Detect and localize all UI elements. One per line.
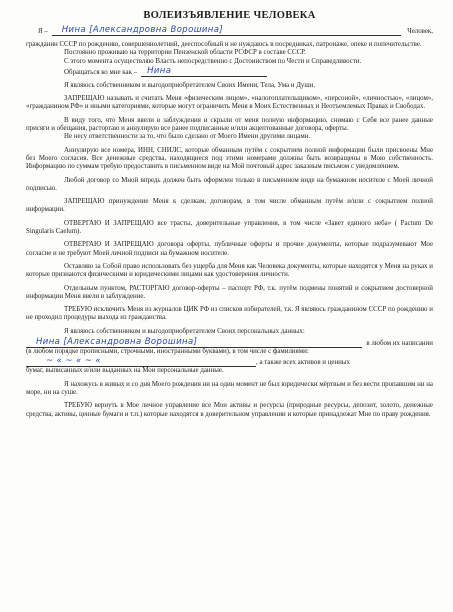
document-title: ВОЛЕИЗЪЯВЛЕНИЕ ЧЕЛОВЕКА: [143, 10, 316, 21]
paragraph-written-contracts: Любой договор со Мной впредь должен быть оформлен только в письменном виде на бумажном носителе с Моей личной подписью.: [26, 176, 433, 192]
declarant-suffix: Человек,: [407, 28, 433, 35]
paragraph-passport: Отдельным пунктом, РАСТОРГАЮ договор-оферты – паспорт РФ, т.к. путём подмены понятий и сокрытием достоверной информации Меня ввели в заблуждение.: [26, 284, 433, 300]
names-after: в любом их написании: [366, 340, 433, 348]
surnames-after: , а также всех активов и ценных: [256, 359, 350, 367]
paragraph-misled: В виду того, что Меня ввели в заблуждения и скрыли от меня полную информацию, снимаю с Себя все ранее данные присяги и обещания, расторгаю и аннулирую все ранее подписанные и/или акцептованные договора, оферты.: [26, 116, 433, 133]
paragraph-reject-trusts: ОТВЕРГАЮ И ЗАПРЕЩАЮ все трасты, доверительные управления, в том числе «Завет единого неба» ( Pactum De Singularis Caelum).: [26, 219, 433, 236]
address-label: Обращаться ко мне как –: [64, 68, 138, 76]
declarant-prefix: Я –: [38, 28, 48, 35]
paragraph-citizenship: гражданин СССР по рождению, совершеннолетний, дееспособный и не нуждаюсь в посредниках, патронаже, опеке и попечительстве.: [26, 41, 422, 48]
names-line: [26, 338, 433, 348]
address-line: [26, 67, 433, 77]
surnames-handwritten: ~ « ~ « ~ «: [46, 356, 102, 367]
paragraph-prohibit-coercion: ЗАПРЕЩАЮ принуждение Меня к сделкам, договорам, в том числе обманным путём и/или с сокрытием полной информации.: [26, 198, 433, 214]
address-handwritten: Нина: [147, 65, 172, 76]
declarant-handwritten-name: Нина [Александровна Ворошина]: [61, 25, 224, 35]
paragraph-ownership: Я являюсь собственником и выгодоприобретателем Своих Имени, Тела, Ума и Души.: [64, 81, 316, 89]
paragraph-return-assets: ТРЕБУЮ вернуть в Мое личное управление все Мои активы и ресурсы (природные ресурсы, депозит, золото, денежные средства, активы, ценные бумаги и т.п.) которые находятся в доверительном управлении и которые принадлежат Мне по праву рождения.: [26, 402, 433, 418]
names-handwritten: Нина [Александровна Ворошина]: [36, 337, 198, 348]
paragraph-reject-offers: ОТВЕРГАЮ И ЗАПРЕЩАЮ договора оферты, публичные оферты и прочие документы, которые подразумевают Мое согласие и не требуют Моей личной подписи на бумажном носителе.: [26, 241, 433, 257]
paragraph-prohibit-naming: ЗАПРЕЩАЮ называть и считать Меня «физическим лицом», «налогоплательщиком», «персоной», «личностью», «лицом», «гражданином РФ» и иными категориями, которые могут ограничить Меня в Моих Естественных и Неотъемлемых Правах и Свободах.: [26, 95, 433, 111]
surnames-field: [26, 357, 256, 367]
paragraph-alive: Я нахожусь в живых и со дня Моего рождения ни на один момент не был юридически мёртвым и без вести пропавшим ни на море, ни на суше.: [26, 380, 433, 396]
names-field: [26, 338, 362, 348]
paragraph-personal-data: Я являюсь собственником и выгодоприобретателем Своих персональных данных:: [64, 327, 305, 335]
paragraph-annul-numbers: Аннулирую все номера, ИНН, СНИЛС, которые обманным путём с сокрытием полной информации были присвоены Мне без Моего согласия. Все денежные средства, находящиеся под этими номерами должны быть возвращены в Мою собственность. Информацию по суммам требую предоставить в письменном виде на Мой почтовый адрес заказным письмом с уведомлением.: [26, 146, 433, 171]
declarant-line: [26, 26, 433, 36]
paragraph-cik: ТРЕБУЮ исключить Меня из журналов ЦИК РФ из списков избирателей, т.к. Я являюсь гражданином СССР по рождению и не проходил процедуры выхода из гражданства.: [26, 306, 433, 322]
paragraph-documents-right: Оставляю за Собой право использовать без ущерба для Меня как Человека документы, которые находятся у Меня на руках и которые признаются физическими и юридическими лицами как удостоверения личности.: [26, 262, 433, 279]
paragraph-residence: Постоянно проживаю на территории Пензенской области РСФСР в составе СССР.: [64, 49, 306, 57]
address-field: [141, 67, 267, 77]
paragraph-authority: С этого момента осуществляю Власть непосредственно с Достоинством по Чести и Справедливости.: [64, 57, 362, 65]
names-assets-note: бумаг, выписанных и/или выданных на Мои персональные данные.: [26, 367, 224, 375]
surnames-line: [26, 357, 433, 367]
paragraph-no-responsibility: Не несу ответственности за то, что было сделано от Моего Имени другими лицами.: [64, 133, 311, 141]
declarant-name-field: [52, 26, 401, 36]
names-spelling-note: (в любом порядке прописными, строчными, иностранными буквами), в том числе с фамилиями:: [26, 348, 309, 356]
